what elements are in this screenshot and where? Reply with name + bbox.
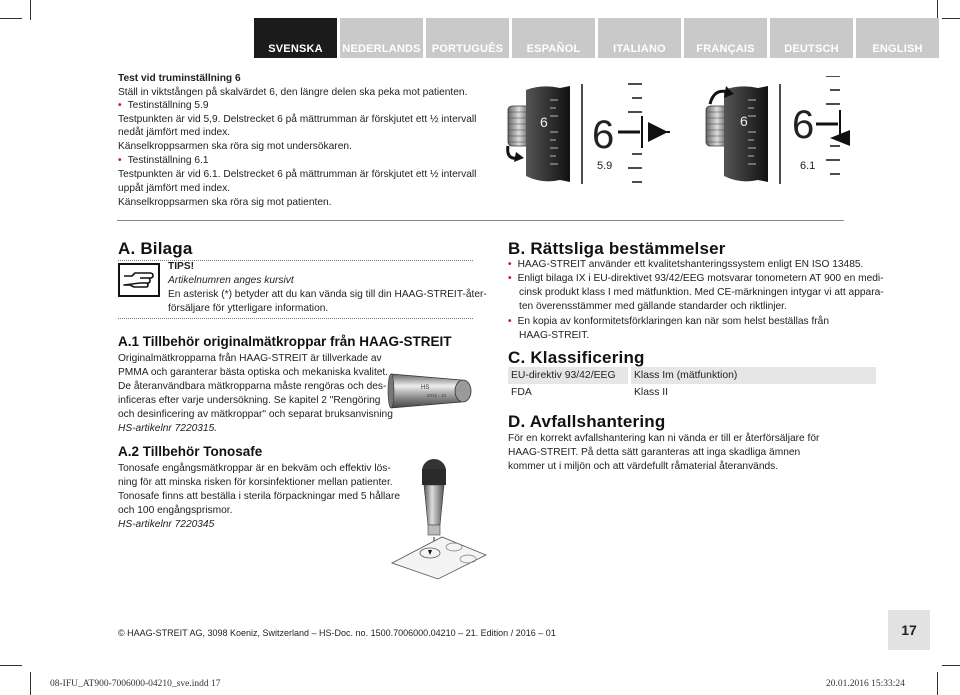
legal-bullet: • En kopia av konformitetsförklaringen kan när som helst beställas från xyxy=(508,315,829,329)
test6-line: Känselkroppsarmen ska röra sig mot patienten. xyxy=(118,197,332,208)
tab-francais[interactable]: FRANÇAIS xyxy=(684,18,767,58)
drum-number: 6 xyxy=(540,114,548,130)
test6-heading: Test vid truminställning 6 xyxy=(118,73,241,84)
classification-table xyxy=(508,367,876,401)
measuring-prism-image xyxy=(387,364,479,414)
tab-portugues[interactable]: PORTUGUÊS xyxy=(426,18,509,58)
prism-label: HS xyxy=(421,385,430,391)
table-row xyxy=(508,367,876,384)
disposal-line: För en korrekt avfallshantering kan ni vända er till er återförsäljare för xyxy=(508,433,820,444)
drum-figure-5-9 xyxy=(502,76,672,188)
a2-line: Tonosafe engångsmätkroppar är en bekväm och effektiv lös- xyxy=(118,463,391,474)
figure-value-5-9: 5.9 xyxy=(597,160,613,172)
tonosafe-image xyxy=(388,455,488,580)
tab-english[interactable]: ENGLISH xyxy=(856,18,939,58)
section-d-title: D. Avfallshantering xyxy=(508,412,666,431)
scale-number: 6 xyxy=(592,113,615,157)
test6-line: nedåt jämfört med index. xyxy=(118,127,231,138)
figure-value-6-1: 6.1 xyxy=(800,160,816,172)
table-row xyxy=(508,384,876,401)
crop-mark xyxy=(937,0,938,20)
tips-line: Artikelnumren anges kursivt xyxy=(168,275,294,286)
print-date: 20.01.2016 15:33:24 xyxy=(826,679,905,689)
language-tabs xyxy=(254,18,939,58)
legal-bullet: • HAAG-STREIT använder ett kvalitetshanteringssystem enligt EN ISO 13485. xyxy=(508,258,863,272)
crop-mark xyxy=(30,0,31,20)
tab-deutsch[interactable]: DEUTSCH xyxy=(770,18,853,58)
test6-bullet: • Testinställning 5.9 xyxy=(118,99,209,113)
legal-line: ten överensstämmer med gällande standarder och riktlinjer. xyxy=(519,301,787,312)
legal-bullet: • Enligt bilaga IX i EU-direktivet 93/42/EEG motsvarar tonometern AT 900 en medi- xyxy=(508,272,884,286)
section-divider xyxy=(117,220,844,221)
a1-line: PMMA och garanterar bästa optiska och mekaniska kvalitet. xyxy=(118,367,389,378)
test6-line: Känselkroppsarmen ska röra sig mot undersökaren. xyxy=(118,141,352,152)
a2-line: Tonosafe finns att beställa i sterila förpackningar med 5 hållare xyxy=(118,491,401,502)
drum-figure-6-1 xyxy=(700,76,850,188)
test6-line: Ställ in viktstången på skalvärdet 6, den längre delen ska peka mot patienten. xyxy=(118,87,468,98)
scale-number: 6 xyxy=(792,103,815,147)
legal-line: cinsk produkt klass I med mätfunktion. Med CE-märkningen intygar vi att appara- xyxy=(519,287,884,298)
table-cell: Klass II xyxy=(634,387,669,398)
section-a-title: A. Bilaga xyxy=(118,239,193,258)
legal-line: HAAG-STREIT. xyxy=(519,330,590,341)
tab-italiano[interactable]: ITALIANO xyxy=(598,18,681,58)
section-b-title: B. Rättsliga bestämmelser xyxy=(508,239,726,258)
crop-mark xyxy=(942,665,960,666)
section-c-title: C. Klassificering xyxy=(508,348,645,367)
crop-mark xyxy=(942,18,960,19)
page-number: 17 xyxy=(888,610,930,650)
dotted-rule xyxy=(118,318,473,319)
copyright: © HAAG-STREIT AG, 3098 Koeniz, Switzerland – HS-Doc. no. 1500.7006000.04210 – 21. Edition / 2016 – 01 xyxy=(118,628,556,638)
disposal-line: kommer ut i miljön och att värdefullt råmaterial återanvänds. xyxy=(508,461,779,472)
a1-title: A.1 Tillbehör originalmätkroppar från HAAG-STREIT xyxy=(118,334,452,349)
tab-svenska[interactable]: SVENSKA xyxy=(254,18,337,58)
a2-line: ning för att minska risken för korsinfektioner mellan patienter. xyxy=(118,477,393,488)
file-name: 08-IFU_AT900-7006000-04210_sve.indd 17 xyxy=(50,679,221,689)
a1-line: och desinficering av mätkroppar" och separat bruksanvisning xyxy=(118,409,393,420)
a2-article-number: HS-artikelnr 7220345 xyxy=(118,519,215,530)
a1-article-number: HS-artikelnr 7220315. xyxy=(118,423,218,434)
tips-line: försäljare för ytterligare information. xyxy=(168,303,329,314)
pointing-hand-icon xyxy=(118,263,160,297)
a1-line: inficeras efter varje undersökning. Se kapitel 2 "Rengöring xyxy=(118,395,381,406)
tab-espanol[interactable]: ESPAÑOL xyxy=(512,18,595,58)
a1-line: Originalmätkropparna från HAAG-STREIT är tillverkade av xyxy=(118,353,382,364)
disposal-line: HAAG-STREIT. På detta sätt garanteras att inga skadliga ämnen xyxy=(508,447,801,458)
crop-mark xyxy=(30,672,31,695)
drum-number: 6 xyxy=(740,113,748,129)
tips-label: TIPS! xyxy=(168,261,195,272)
a1-line: De återanvändbara mätkropparna måste rengöras och des- xyxy=(118,381,387,392)
prism-date: 2015 - 10 xyxy=(427,393,447,398)
table-cell: Klass Im (mätfunktion) xyxy=(631,367,876,384)
test6-bullet: • Testinställning 6.1 xyxy=(118,154,209,168)
crop-mark xyxy=(937,672,938,695)
crop-mark xyxy=(0,18,22,19)
a2-line: och 100 engångsprismor. xyxy=(118,505,233,516)
tab-nederlands[interactable]: NEDERLANDS xyxy=(340,18,423,58)
crop-mark xyxy=(0,665,22,666)
tips-line: En asterisk (*) betyder att du kan vända sig till din HAAG-STREIT-åter- xyxy=(168,289,487,300)
test6-line: uppåt jämfört med index. xyxy=(118,183,231,194)
table-cell: EU-direktiv 93/42/EEG xyxy=(508,367,628,384)
test6-line: Testpunkten är vid 6.1. Delstrecket 6 på mättrumman är förskjutet ett ½ intervall xyxy=(118,169,477,180)
a2-title: A.2 Tillbehör Tonosafe xyxy=(118,444,263,459)
test6-line: Testpunkten är vid 5,9. Delstrecket 6 på mättrumman är förskjutet ett ½ intervall xyxy=(118,114,477,125)
table-cell: FDA xyxy=(511,387,532,398)
